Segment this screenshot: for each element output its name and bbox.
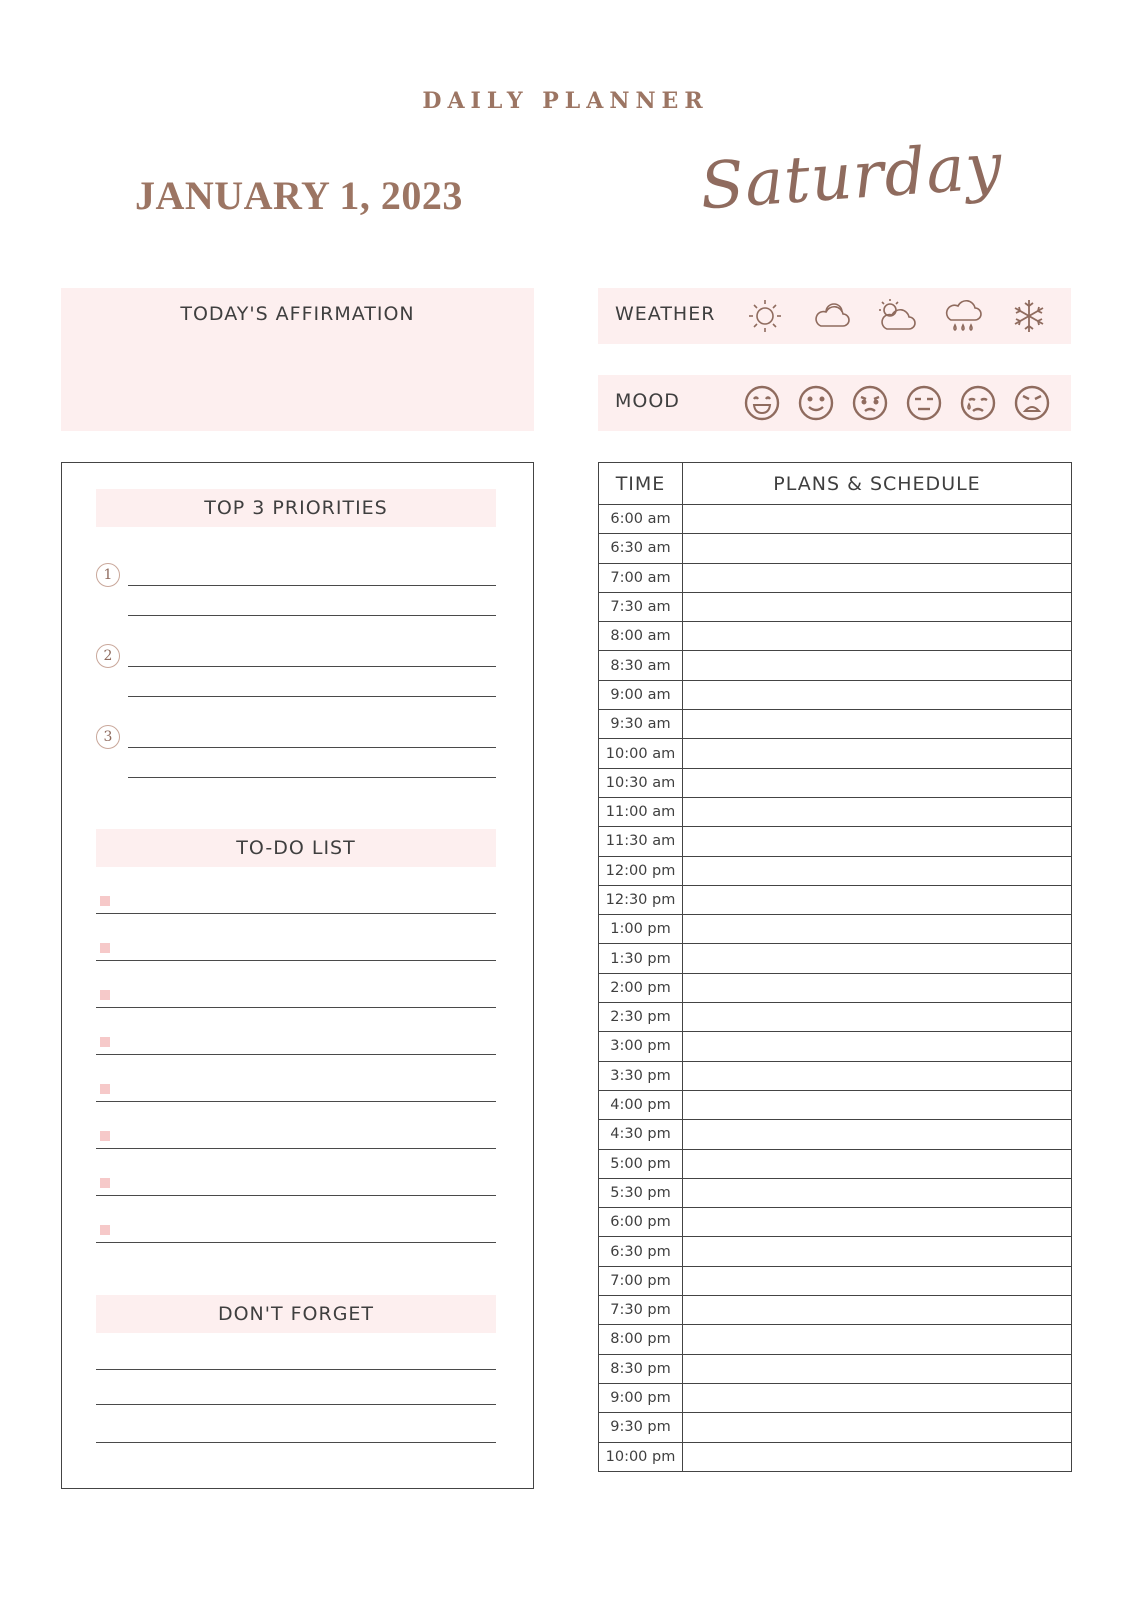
time-cell: 5:00 pm: [599, 1149, 683, 1178]
plan-cell[interactable]: [683, 1149, 1072, 1178]
plan-cell[interactable]: [683, 1178, 1072, 1207]
time-cell: 9:30 am: [599, 710, 683, 739]
plan-cell[interactable]: [683, 856, 1072, 885]
day-heading: Saturday: [697, 129, 1006, 225]
time-cell: 1:00 pm: [599, 915, 683, 944]
priority-number-2: 2: [96, 644, 120, 668]
plan-cell[interactable]: [683, 622, 1072, 651]
plan-cell[interactable]: [683, 915, 1072, 944]
time-cell: 7:30 am: [599, 592, 683, 621]
time-cell: 4:30 pm: [599, 1120, 683, 1149]
time-cell: 4:00 pm: [599, 1090, 683, 1119]
crying-face-icon[interactable]: [959, 384, 997, 422]
partly-sunny-icon[interactable]: [875, 296, 919, 336]
affirmation-box[interactable]: [61, 288, 534, 431]
priorities-heading: TOP 3 PRIORITIES: [96, 489, 496, 527]
time-cell: 6:00 am: [599, 505, 683, 534]
time-cell: 2:30 pm: [599, 1003, 683, 1032]
time-cell: 8:00 am: [599, 622, 683, 651]
time-column-header: TIME: [599, 463, 683, 505]
sun-icon[interactable]: [743, 296, 787, 336]
plan-cell[interactable]: [683, 973, 1072, 1002]
plan-cell[interactable]: [683, 1090, 1072, 1119]
smiling-face-icon[interactable]: [797, 384, 835, 422]
schedule-row: [599, 1090, 1072, 1119]
time-cell: 6:30 am: [599, 534, 683, 563]
schedule-row: [599, 797, 1072, 826]
todo-line[interactable]: [96, 913, 496, 914]
plan-cell[interactable]: [683, 651, 1072, 680]
plan-cell[interactable]: [683, 1383, 1072, 1412]
schedule-row: [599, 1354, 1072, 1383]
time-cell: 11:30 am: [599, 827, 683, 856]
schedule-row: [599, 1120, 1072, 1149]
todo-line[interactable]: [96, 1148, 496, 1149]
schedule-row: [599, 739, 1072, 768]
plans-column-header: PLANS & SCHEDULE: [683, 463, 1072, 505]
plan-cell[interactable]: [683, 1061, 1072, 1090]
schedule-row: [599, 622, 1072, 651]
time-cell: 10:00 pm: [599, 1442, 683, 1471]
schedule-row: [599, 1442, 1072, 1471]
priority-1-line-2[interactable]: [128, 615, 496, 616]
schedule-row: [599, 885, 1072, 914]
schedule-row: [599, 1149, 1072, 1178]
dont-forget-line[interactable]: [96, 1369, 496, 1370]
todo-checkbox[interactable]: [100, 1225, 110, 1235]
plan-cell[interactable]: [683, 1237, 1072, 1266]
weather-box: [598, 288, 1071, 344]
priority-number-3: 3: [96, 725, 120, 749]
schedule-row: [599, 1325, 1072, 1354]
plan-cell[interactable]: [683, 1003, 1072, 1032]
schedule-row: [599, 680, 1072, 709]
plan-cell[interactable]: [683, 1120, 1072, 1149]
priority-3-line-1[interactable]: [128, 747, 496, 748]
plan-cell[interactable]: [683, 592, 1072, 621]
todo-checkbox[interactable]: [100, 990, 110, 1000]
schedule-row: [599, 1296, 1072, 1325]
time-cell: 8:30 pm: [599, 1354, 683, 1383]
todo-heading: TO-DO LIST: [96, 829, 496, 867]
worried-face-icon[interactable]: [851, 384, 889, 422]
time-cell: 12:00 pm: [599, 856, 683, 885]
plan-cell[interactable]: [683, 1032, 1072, 1061]
todo-line[interactable]: [96, 1007, 496, 1008]
todo-line[interactable]: [96, 960, 496, 961]
time-cell: 10:00 am: [599, 739, 683, 768]
schedule-row: [599, 768, 1072, 797]
schedule-row: [599, 563, 1072, 592]
laughing-face-icon[interactable]: [743, 384, 781, 422]
schedule-body: [599, 505, 1072, 1472]
todo-checkbox[interactable]: [100, 1084, 110, 1094]
schedule-row: [599, 1032, 1072, 1061]
plan-cell[interactable]: [683, 1296, 1072, 1325]
time-cell: 5:30 pm: [599, 1178, 683, 1207]
time-cell: 7:00 am: [599, 563, 683, 592]
schedule-row: [599, 944, 1072, 973]
schedule-row: [599, 915, 1072, 944]
todo-checkbox[interactable]: [100, 1037, 110, 1047]
page-title: DAILY PLANNER: [422, 88, 709, 114]
cloudy-icon[interactable]: [809, 296, 853, 336]
time-cell: 8:30 am: [599, 651, 683, 680]
time-cell: 3:00 pm: [599, 1032, 683, 1061]
affirmation-label: TODAY'S AFFIRMATION: [180, 303, 415, 325]
dont-forget-line[interactable]: [96, 1442, 496, 1443]
time-cell: 6:00 pm: [599, 1208, 683, 1237]
time-cell: 12:30 pm: [599, 885, 683, 914]
time-cell: 9:00 am: [599, 680, 683, 709]
mood-box: [598, 375, 1071, 431]
plan-cell[interactable]: [683, 768, 1072, 797]
snowflake-icon[interactable]: [1007, 296, 1051, 336]
time-cell: 10:30 am: [599, 768, 683, 797]
schedule-row: [599, 1003, 1072, 1032]
schedule-row: [599, 651, 1072, 680]
mood-label: MOOD: [615, 390, 680, 412]
time-cell: 8:00 pm: [599, 1325, 683, 1354]
schedule-row: [599, 1237, 1072, 1266]
plan-cell[interactable]: [683, 563, 1072, 592]
plan-cell[interactable]: [683, 944, 1072, 973]
priority-2-line-1[interactable]: [128, 666, 496, 667]
plan-cell[interactable]: [683, 885, 1072, 914]
schedule-row: [599, 973, 1072, 1002]
time-cell: 6:30 pm: [599, 1237, 683, 1266]
schedule-row: [599, 534, 1072, 563]
plan-cell[interactable]: [683, 505, 1072, 534]
schedule-row: [599, 827, 1072, 856]
todo-line[interactable]: [96, 1242, 496, 1243]
schedule-row: [599, 592, 1072, 621]
plan-cell[interactable]: [683, 739, 1072, 768]
schedule-row: [599, 1266, 1072, 1295]
time-cell: 7:00 pm: [599, 1266, 683, 1295]
left-panel: [61, 462, 534, 1489]
priority-2-line-2[interactable]: [128, 696, 496, 697]
time-cell: 9:00 pm: [599, 1383, 683, 1412]
todo-checkbox[interactable]: [100, 1178, 110, 1188]
plan-cell[interactable]: [683, 534, 1072, 563]
todo-checkbox[interactable]: [100, 896, 110, 906]
plan-cell[interactable]: [683, 827, 1072, 856]
priority-1-line-1[interactable]: [128, 585, 496, 586]
dont-forget-heading: DON'T FORGET: [96, 1295, 496, 1333]
priority-3-line-2[interactable]: [128, 777, 496, 778]
todo-line[interactable]: [96, 1054, 496, 1055]
plan-cell[interactable]: [683, 1442, 1072, 1471]
todo-checkbox[interactable]: [100, 1131, 110, 1141]
schedule-table: [598, 462, 1072, 1472]
time-cell: 3:30 pm: [599, 1061, 683, 1090]
priority-number-1: 1: [96, 563, 120, 587]
time-cell: 2:00 pm: [599, 973, 683, 1002]
angry-face-icon[interactable]: [1013, 384, 1051, 422]
time-cell: 1:30 pm: [599, 944, 683, 973]
todo-checkbox[interactable]: [100, 943, 110, 953]
plan-cell[interactable]: [683, 1208, 1072, 1237]
time-cell: 7:30 pm: [599, 1296, 683, 1325]
time-cell: 9:30 pm: [599, 1413, 683, 1442]
dont-forget-line[interactable]: [96, 1404, 496, 1405]
schedule-row: [599, 1383, 1072, 1412]
time-cell: 11:00 am: [599, 797, 683, 826]
plan-cell[interactable]: [683, 1266, 1072, 1295]
schedule-row: [599, 505, 1072, 534]
plan-cell[interactable]: [683, 1325, 1072, 1354]
neutral-face-icon[interactable]: [905, 384, 943, 422]
schedule-row: [599, 1413, 1072, 1442]
todo-line[interactable]: [96, 1101, 496, 1102]
plan-cell[interactable]: [683, 680, 1072, 709]
schedule-row: [599, 856, 1072, 885]
plan-cell[interactable]: [683, 1413, 1072, 1442]
weather-label: WEATHER: [615, 303, 716, 325]
schedule-row: [599, 1178, 1072, 1207]
plan-cell[interactable]: [683, 710, 1072, 739]
plan-cell[interactable]: [683, 1354, 1072, 1383]
rain-icon[interactable]: [941, 296, 985, 336]
schedule-row: [599, 1061, 1072, 1090]
todo-line[interactable]: [96, 1195, 496, 1196]
schedule-row: [599, 710, 1072, 739]
schedule-row: [599, 1208, 1072, 1237]
date-heading: JANUARY 1, 2023: [135, 173, 463, 218]
plan-cell[interactable]: [683, 797, 1072, 826]
